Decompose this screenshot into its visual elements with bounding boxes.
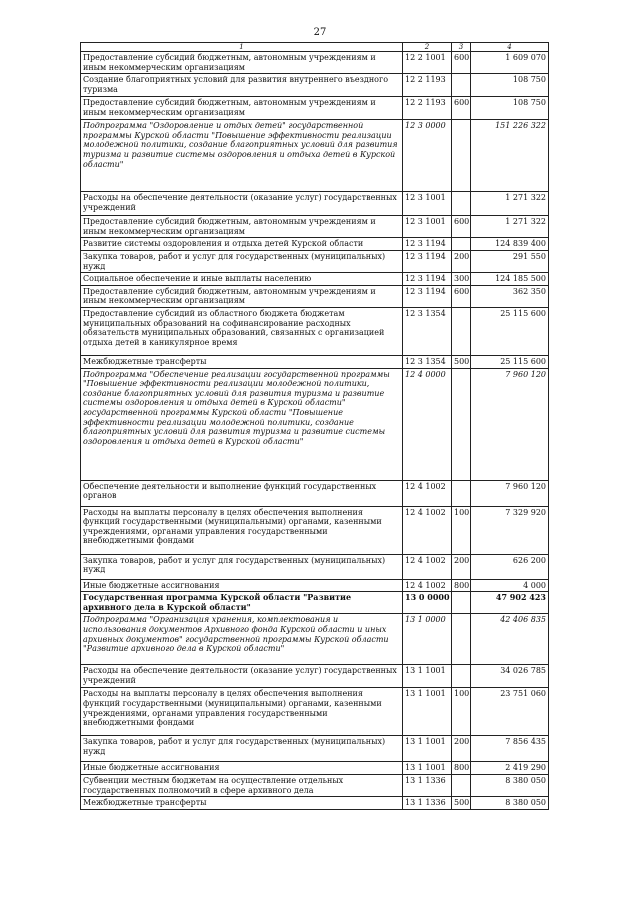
row-type-cell (452, 307, 471, 355)
row-name-cell: Подпрограмма "Организация хранения, комплектования и использования документов Архивного фонда Курской области и иных архивных документов" государственной программы Курской области "Развитие архивного дела в Курской области" (81, 614, 403, 665)
table-row (81, 665, 549, 688)
row-type-cell: 800 (452, 762, 471, 775)
row-amount-cell: 124 839 400 (471, 238, 549, 251)
row-type-cell (452, 192, 471, 216)
table-row (81, 74, 549, 97)
row-name-cell: Иные бюджетные ассигнования (81, 579, 403, 592)
row-amount-cell: 108 750 (471, 97, 549, 120)
row-amount-cell: 25 115 600 (471, 355, 549, 368)
row-code-cell: 12 4 0000 (403, 368, 452, 480)
table-row (81, 238, 549, 251)
row-amount-cell: 1 271 322 (471, 192, 549, 216)
row-type-cell: 200 (452, 250, 471, 272)
row-type-cell: 500 (452, 355, 471, 368)
row-type-cell: 600 (452, 52, 471, 74)
row-code-cell: 13 1 1001 (403, 665, 452, 688)
row-code-cell: 12 2 1001 (403, 52, 452, 74)
table-row (81, 120, 549, 192)
table-row (81, 762, 549, 775)
row-type-cell (452, 238, 471, 251)
table-row (81, 797, 549, 810)
table-row (81, 554, 549, 579)
table-row (81, 688, 549, 736)
row-code-cell: 13 1 1001 (403, 762, 452, 775)
row-amount-cell: 47 902 423 (471, 592, 549, 614)
table-row (81, 216, 549, 238)
row-amount-cell: 8 380 050 (471, 797, 549, 810)
row-code-cell: 12 3 1354 (403, 355, 452, 368)
row-amount-cell: 7 329 920 (471, 506, 549, 554)
row-code-cell: 12 3 1194 (403, 250, 452, 272)
row-amount-cell: 124 185 500 (471, 273, 549, 286)
row-name-cell: Межбюджетные трансферты (81, 355, 403, 368)
row-code-cell: 12 4 1002 (403, 579, 452, 592)
table-row (81, 52, 549, 74)
row-amount-cell: 2 419 290 (471, 762, 549, 775)
row-amount-cell: 362 350 (471, 285, 549, 307)
row-code-cell: 12 3 1194 (403, 273, 452, 286)
row-code-cell: 13 1 1001 (403, 688, 452, 736)
page-number: 27 (313, 27, 327, 38)
row-amount-cell: 42 406 835 (471, 614, 549, 665)
row-name-cell: Межбюджетные трансферты (81, 797, 403, 810)
row-amount-cell: 34 026 785 (471, 665, 549, 688)
row-type-cell: 100 (452, 506, 471, 554)
row-type-cell (452, 592, 471, 614)
row-name-cell: Расходы на обеспечение деятельности (оказание услуг) государственных учреждений (81, 665, 403, 688)
row-amount-cell: 23 751 060 (471, 688, 549, 736)
row-type-cell: 200 (452, 736, 471, 762)
row-amount-cell: 7 960 120 (471, 368, 549, 480)
row-amount-cell: 7 856 435 (471, 736, 549, 762)
row-amount-cell: 626 200 (471, 554, 549, 579)
row-type-cell (452, 480, 471, 506)
row-amount-cell: 1 271 322 (471, 216, 549, 238)
row-amount-cell: 151 226 322 (471, 120, 549, 192)
row-code-cell: 12 3 1001 (403, 216, 452, 238)
row-code-cell: 13 0 0000 (403, 592, 452, 614)
budget-table (80, 42, 549, 810)
row-name-cell: Закупка товаров, работ и услуг для государственных (муниципальных) нужд (81, 554, 403, 579)
row-type-cell (452, 74, 471, 97)
table-row (81, 307, 549, 355)
row-name-cell: Обеспечение деятельности и выполнение функций государственных органов (81, 480, 403, 506)
table-row (81, 736, 549, 762)
row-name-cell: Предоставление субсидий из областного бюджета бюджетам муниципальных образований на софинансирование расходных обязательств муниципальных образований, связанных с организацией отдыха детей в каникулярное время (81, 307, 403, 355)
row-code-cell: 12 3 1194 (403, 238, 452, 251)
header-cell-4: 4 (471, 43, 549, 52)
table-row (81, 614, 549, 665)
row-name-cell: Расходы на выплаты персоналу в целях обеспечения выполнения функций государственными (муниципальными) органами, казенными учреждениями, органами управления государственными внебюджетными фондами (81, 506, 403, 554)
row-amount-cell: 25 115 600 (471, 307, 549, 355)
row-name-cell: Развитие системы оздоровления и отдыха детей Курской области (81, 238, 403, 251)
table-row (81, 480, 549, 506)
row-type-cell: 200 (452, 554, 471, 579)
row-type-cell (452, 368, 471, 480)
row-name-cell: Государственная программа Курской области "Развитие архивного дела в Курской области" (81, 592, 403, 614)
table-row (81, 355, 549, 368)
row-amount-cell: 7 960 120 (471, 480, 549, 506)
row-code-cell: 12 2 1193 (403, 97, 452, 120)
table-row (81, 273, 549, 286)
row-type-cell: 600 (452, 97, 471, 120)
row-type-cell (452, 120, 471, 192)
row-type-cell: 600 (452, 216, 471, 238)
row-name-cell: Субвенции местным бюджетам на осуществление отдельных государственных полномочий в сфере архивного дела (81, 774, 403, 796)
row-code-cell: 13 1 0000 (403, 614, 452, 665)
table-row (81, 774, 549, 796)
row-name-cell: Создание благоприятных условий для развития внутреннего въездного туризма (81, 74, 403, 97)
table-header-row (81, 43, 549, 52)
row-type-cell: 500 (452, 797, 471, 810)
header-cell-2: 2 (403, 43, 452, 52)
row-code-cell: 13 1 1336 (403, 797, 452, 810)
table-row (81, 192, 549, 216)
header-cell-1: 1 (81, 43, 403, 52)
row-amount-cell: 291 550 (471, 250, 549, 272)
row-name-cell: Расходы на выплаты персоналу в целях обеспечения выполнения функций государственными (муниципальными) органами, казенными учреждениями, органами управления государственными внебюджетными фондами (81, 688, 403, 736)
row-name-cell: Предоставление субсидий бюджетным, автономным учреждениям и иным некоммерческим организациям (81, 52, 403, 74)
row-amount-cell: 4 000 (471, 579, 549, 592)
table-row (81, 97, 549, 120)
table-row (81, 285, 549, 307)
table-row (81, 368, 549, 480)
row-name-cell: Социальное обеспечение и иные выплаты населению (81, 273, 403, 286)
row-code-cell: 12 3 1194 (403, 285, 452, 307)
row-code-cell: 12 4 1002 (403, 480, 452, 506)
row-name-cell: Предоставление субсидий бюджетным, автономным учреждениям и иным некоммерческим организациям (81, 97, 403, 120)
row-name-cell: Расходы на обеспечение деятельности (оказание услуг) государственных учреждений (81, 192, 403, 216)
table-row (81, 592, 549, 614)
row-name-cell: Предоставление субсидий бюджетным, автономным учреждениям и иным некоммерческим организациям (81, 216, 403, 238)
row-name-cell: Закупка товаров, работ и услуг для государственных (муниципальных) нужд (81, 250, 403, 272)
row-amount-cell: 1 609 070 (471, 52, 549, 74)
row-code-cell: 13 1 1001 (403, 736, 452, 762)
row-code-cell: 12 3 1001 (403, 192, 452, 216)
row-code-cell: 12 3 1354 (403, 307, 452, 355)
row-name-cell: Подпрограмма "Обеспечение реализации государственной программы "Повышение эффективности реализации молодежной политики, создание благоприятных условий для развития туризма и развитие системы оздоровления и отдыха детей в Курской области" государственной программы Курской области "Повышение эффективности реализации молодежной политики, создание благоприятных условий для развития туризма и развитие системы оздоровления и отдыха детей в Курской области" (81, 368, 403, 480)
row-code-cell: 13 1 1336 (403, 774, 452, 796)
header-cell-3: 3 (452, 43, 471, 52)
table-row (81, 250, 549, 272)
row-code-cell: 12 4 1002 (403, 554, 452, 579)
row-type-cell: 600 (452, 285, 471, 307)
row-type-cell (452, 665, 471, 688)
row-code-cell: 12 3 0000 (403, 120, 452, 192)
row-name-cell: Иные бюджетные ассигнования (81, 762, 403, 775)
row-type-cell: 100 (452, 688, 471, 736)
table-row (81, 579, 549, 592)
row-amount-cell: 8 380 050 (471, 774, 549, 796)
row-type-cell: 800 (452, 579, 471, 592)
row-code-cell: 12 4 1002 (403, 506, 452, 554)
row-code-cell: 12 2 1193 (403, 74, 452, 97)
row-name-cell: Подпрограмма "Оздоровление и отдых детей" государственной программы Курской области "Повышение эффективности реализации молодежной политики, создание благоприятных условий для развития туризма и развитие системы оздоровления и отдыха детей в Курской области" (81, 120, 403, 192)
row-type-cell: 300 (452, 273, 471, 286)
row-type-cell (452, 774, 471, 796)
row-amount-cell: 108 750 (471, 74, 549, 97)
row-name-cell: Предоставление субсидий бюджетным, автономным учреждениям и иным некоммерческим организациям (81, 285, 403, 307)
table-row (81, 506, 549, 554)
row-type-cell (452, 614, 471, 665)
row-name-cell: Закупка товаров, работ и услуг для государственных (муниципальных) нужд (81, 736, 403, 762)
